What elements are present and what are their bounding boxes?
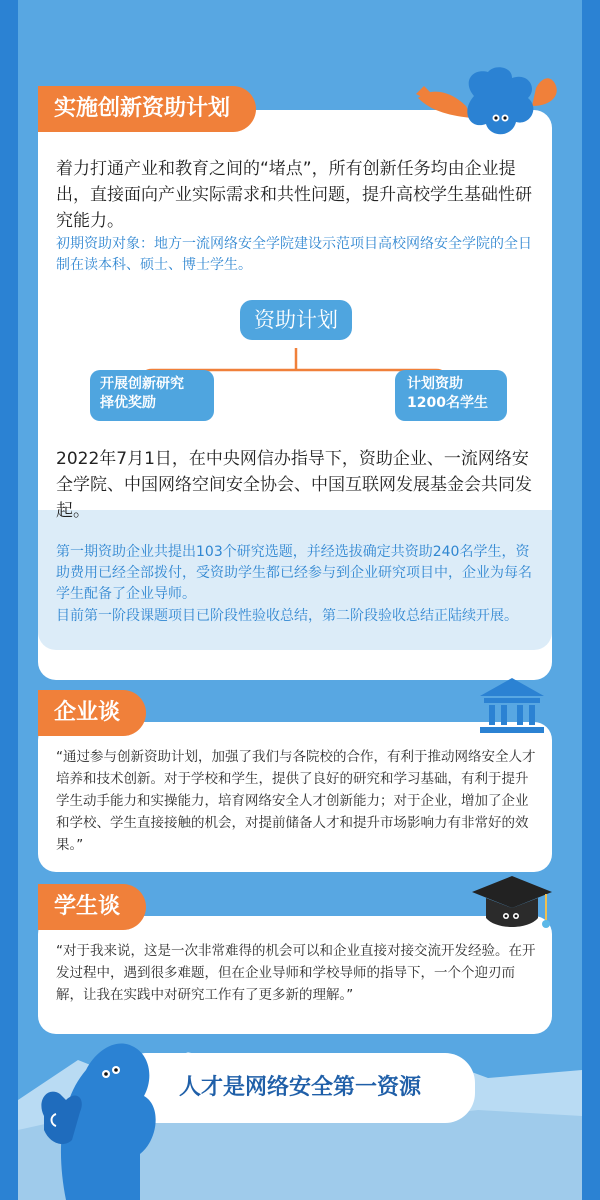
mascot-waving-icon bbox=[412, 66, 562, 161]
graduation-cap-icon bbox=[466, 872, 556, 942]
launch-text: 2022年7月1日，在中央网信办指导下，资助企业、一流网络安全学院、中国网络空间安全协会、中国互联网发展基金会共同发起。 bbox=[56, 449, 532, 521]
student-quote: “对于我来说，这是一次非常难得的机会可以和企业直接对接交流开发经验。在开发过程中，遇到很多难题，但在企业导师和学校导师的指导下，一个个迎刃而解，让我在实践中对研究工作有了更多新的理解。” bbox=[56, 943, 536, 1003]
plan-center: 资助计划 bbox=[240, 300, 352, 340]
enterprise-card bbox=[38, 722, 552, 872]
bank-building-icon bbox=[476, 676, 548, 736]
mascot-thumbs-up-icon bbox=[36, 1030, 166, 1200]
plan-left: 开展创新研究 择优奖励 bbox=[90, 370, 214, 421]
slogan-text: 人才是网络安全第一资源 bbox=[178, 1075, 421, 1100]
plan-right: 计划资助 1200名学生 bbox=[395, 370, 507, 421]
intro-text: 着力打通产业和教育之间的“堵点”，所有创新任务均由企业提出，直接面向产业实际需求和共性问题，提升高校学生基础性研究能力。 bbox=[56, 159, 532, 231]
progress-note-2: 目前第一阶段课题项目已阶段性验收总结，第二阶段验收总结正陆续开展。 bbox=[56, 608, 518, 624]
enterprise-quote: “通过参与创新资助计划，加强了我们与各院校的合作，有利于推动网络安全人才培养和技术创新。对于学校和学生，提供了良好的研究和学习基础，有利于提升学生动手能力和实操能力，培育网络安全人才创新能力；对于企业，增加了企业和学校、学生直接接触的机会，对提前储备人才和提升市场影响力有非常好的效果。” bbox=[56, 749, 536, 853]
progress-note-1: 第一期资助企业共提出103个研究选题，并经选拔确定共资助240名学生，资助费用已经全部拨付，受资助学生都已经参与到企业研究项目中，企业为每名学生配备了企业导师。 bbox=[56, 544, 532, 602]
intro-card bbox=[38, 110, 552, 680]
section-title-enterprise: 企业谈 bbox=[38, 690, 146, 736]
target-text: 初期资助对象：地方一流网络安全学院建设示范项目高校网络安全学院的全日制在读本科、硕士、博士学生。 bbox=[56, 236, 532, 273]
section-title-innovation: 实施创新资助计划 bbox=[38, 86, 256, 132]
section-title-student: 学生谈 bbox=[38, 884, 146, 930]
